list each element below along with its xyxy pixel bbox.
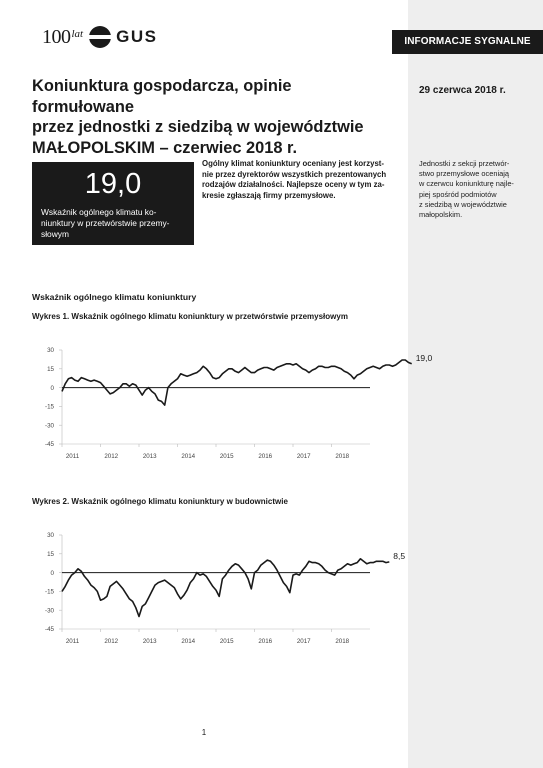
x-tick-label: 2012 [104, 638, 119, 645]
y-tick-label: 15 [47, 551, 54, 558]
side-note-line: Jednostki z sekcji przetwór- [419, 159, 510, 168]
x-tick-label: 2018 [335, 453, 350, 460]
y-tick-label: 15 [47, 366, 54, 373]
x-tick-label: 2014 [181, 638, 196, 645]
lead-line: Ogólny klimat koniunktury oceniany jest korzyst- [202, 159, 384, 168]
y-tick-label: -45 [45, 626, 54, 634]
series-line [62, 360, 412, 405]
kpi-label [41, 207, 189, 240]
lead-line: rodzajów działalności. Najlepsze oceny w tym za- [202, 180, 385, 190]
logo-100-lat-gus [42, 24, 157, 50]
title-line: Koniunktura gospodarcza, opinie formułowane [32, 77, 292, 116]
sidebar-panel [408, 0, 543, 768]
page-number: 1 [201, 728, 207, 737]
series-line [62, 559, 389, 617]
logo-100-text: 100 [42, 25, 71, 48]
x-tick-label: 2016 [258, 638, 273, 645]
x-tick-label: 2017 [296, 638, 311, 645]
x-tick-label: 2012 [104, 453, 119, 460]
kpi-value: 19,0 [84, 168, 142, 200]
x-tick-label: 2018 [335, 638, 350, 645]
chart-manufacturing [26, 338, 433, 468]
publication-date: 29 czerwca 2018 r. [419, 85, 506, 96]
lead-line: kresie zgłaszają firmy przemysłowe. [202, 190, 336, 200]
x-tick-label: 2015 [219, 638, 234, 645]
kpi-label-line: Wskaźnik ogólnego klimatu ko- [41, 207, 157, 217]
x-tick-label: 2011 [65, 638, 80, 645]
x-tick-label: 2013 [142, 453, 157, 460]
logo-lat-text: lat [71, 28, 84, 40]
side-note-line: stwo przemysłowe oceniają [419, 169, 509, 179]
lead-paragraph [202, 159, 402, 201]
last-value-label: 8,5 [393, 550, 406, 561]
kpi-label-line: niunktury w przetwórstwie przemy- [41, 218, 170, 228]
x-tick-label: 2014 [181, 453, 196, 460]
y-tick-label: 30 [47, 347, 54, 355]
x-tick-label: 2017 [296, 453, 311, 460]
page-title [32, 76, 382, 158]
side-note [419, 159, 539, 220]
chart-construction [26, 523, 406, 653]
y-tick-label: -15 [45, 588, 54, 596]
y-tick-label: -15 [45, 403, 54, 411]
x-tick-label: 2013 [142, 638, 157, 645]
title-line: MAŁOPOLSKIM – czerwiec 2018 r. [32, 138, 298, 157]
title-line: przez jednostki z siedzibą w województwie [32, 118, 364, 136]
chart-2-title: Wykres 2. Wskaźnik ogólnego klimatu koniunktury w budownictwie [32, 497, 288, 506]
y-tick-label: 30 [47, 532, 54, 540]
y-tick-label: -30 [45, 422, 54, 430]
y-tick-label: -45 [45, 441, 54, 449]
side-note-line: piej spośród podmiotów [419, 189, 497, 199]
x-tick-label: 2011 [65, 453, 80, 460]
kpi-label-line: słowym [41, 229, 69, 239]
lead-line: nie przez dyrektorów wszystkich prezentowanych [202, 169, 387, 179]
chart-1-title: Wykres 1. Wskaźnik ogólnego klimatu koniunktury w przetwórstwie przemysłowym [32, 312, 348, 321]
gus-logo-icon [89, 26, 111, 48]
x-tick-label: 2016 [258, 453, 273, 460]
y-tick-label: -30 [45, 607, 54, 615]
side-note-line: w czerwcu koniunkturę najle- [419, 179, 514, 189]
y-tick-label: 0 [50, 384, 54, 392]
last-value-label: 19,0 [415, 352, 433, 363]
publication-type-tag: INFORMACJE SYGNALNE [392, 30, 543, 54]
y-tick-label: 0 [50, 569, 54, 577]
x-tick-label: 2015 [219, 453, 234, 460]
side-note-line: małopolskim. [419, 210, 463, 220]
kpi-box [32, 162, 194, 245]
section-title: Wskaźnik ogólnego klimatu koniunktury [32, 292, 197, 302]
side-note-line: z siedzibą w województwie [419, 199, 507, 209]
logo-gus-text: GUS [116, 27, 158, 46]
